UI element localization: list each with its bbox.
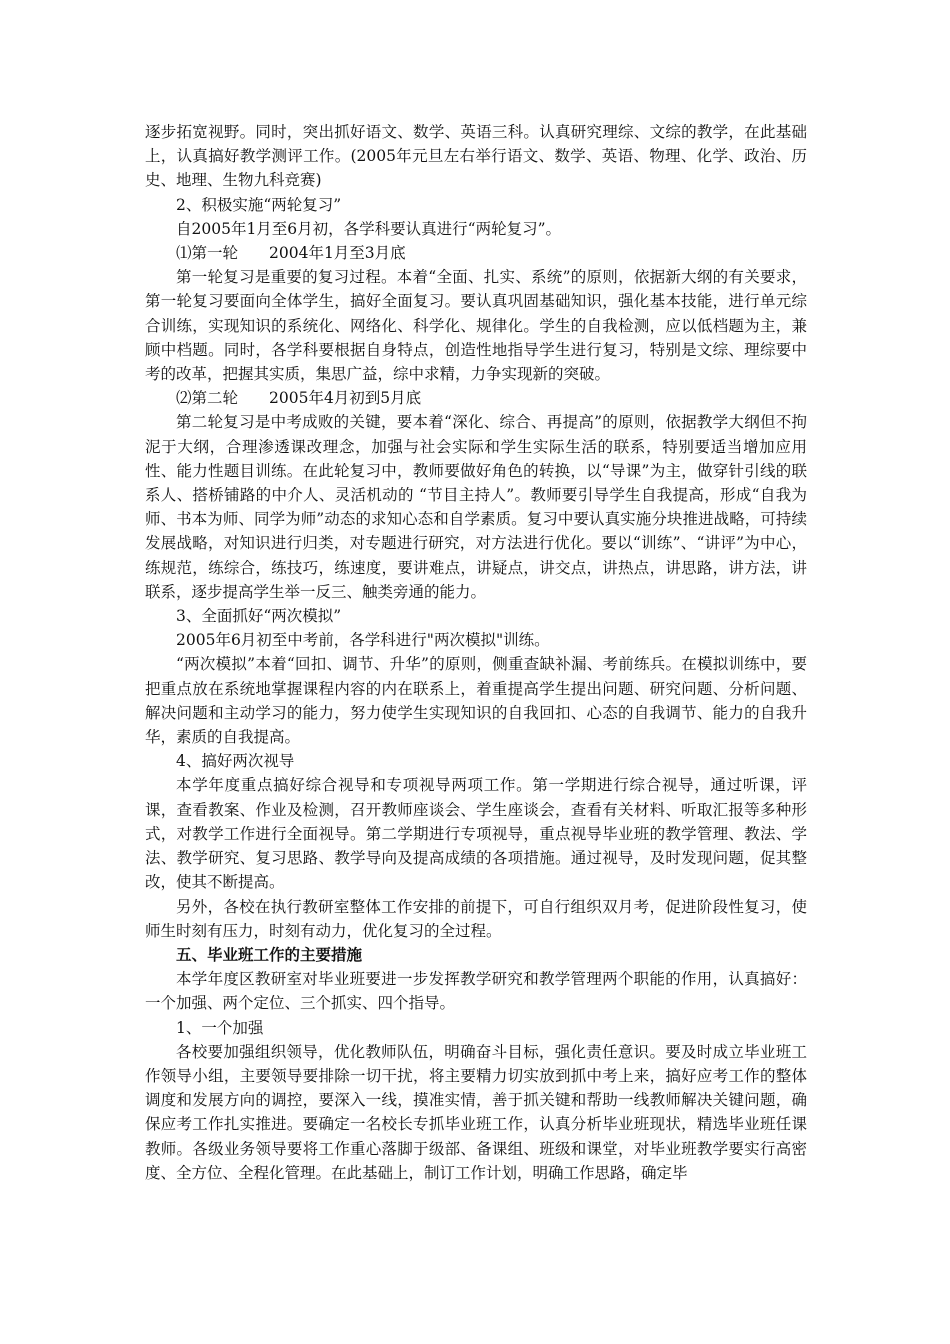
document-page [145, 120, 807, 1185]
paragraph: 逐步拓宽视野。同时，突出抓好语文、数学、英语三科。认真研究理综、文综的教学，在此基础上，认真搞好教学测评工作。(2005年元旦左右举行语文、数学、英语、物理、化学、政治、历史、地理、生物九科竞赛) [145, 123, 807, 190]
paragraph: 本学年度重点搞好综合视导和专项视导两项工作。第一学期进行综合视导，通过听课，评课，查看教案、作业及检测，召开教师座谈会、学生座谈会，查看有关材料、听取汇报等多种形式，对教学工作进行全面视导。第二学期进行专项视导，重点视导毕业班的教学管理、教法、学法、教学研究、复习思路、教学导向及提高成绩的各项措施。通过视导，及时发现问题，促其整改，使其不断提高。 [145, 776, 807, 892]
paragraph: 本学年度区教研室对毕业班要进一步发挥教学研究和教学管理两个职能的作用，认真搞好：一个加强、两个定位、三个抓实、四个指导。 [145, 970, 807, 1013]
paragraph: 第二轮复习是中考成败的关键，要本着“深化、综合、再提高”的原则，依据教学大纲但不拘泥于大纲，合理渗透课改理念，加强与社会实际和学生实际生活的联系，特别要适当增加应用性、能力性题目训练。在此轮复习中，教师要做好角色的转换，以“导课”为主，做穿针引线的联系人、搭桥铺路的中介人、灵活机动的 “节目主持人”。教师要引导学生自我提高，形成“自我为师、书本为师、同学为师”动态的求知心态和自学素质。复习中要认真实施分块推进战略，可持续发展战略，对知识进行归类，对专题进行研究，对方法进行优化。要以“训练”、“讲评”为中心，练规范，练综合，练技巧，练速度，要讲难点，讲疑点，讲交点，讲热点，讲思路，讲方法，讲联系，逐步提高学生举一反三、触类旁通的能力。 [145, 413, 807, 601]
paragraph: 各校要加强组织领导，优化教师队伍，明确奋斗目标，强化责任意识。要及时成立毕业班工作领导小组，主要领导要排除一切干扰，将主要精力切实放到抓中考上来，搞好应考工作的整体调度和发展方向的调控，要深入一线，摸准实情，善于抓关键和帮助一线教师解决关键问题，确保应考工作扎实推进。要确定一名校长专抓毕业班工作，认真分析毕业班现状，精选毕业班任课教师。各级业务领导要将工作重心落脚于级部、备课组、班级和课堂，对毕业班教学要实行高密度、全方位、全程化管理。在此基础上，制订工作计划，明确工作思路，确定毕 [145, 1042, 807, 1182]
subsection-heading: ⑴第一轮 2004年1月至3月底 [176, 244, 406, 263]
section-heading: 1、一个加强 [176, 1018, 264, 1037]
paragraph: 自2005年1月至6月初，各学科要认真进行“两轮复习”。 [176, 219, 562, 238]
section-heading: 4、搞好两次视导 [176, 752, 295, 771]
paragraph: 另外，各校在执行教研室整体工作安排的前提下，可自行组织双月考，促进阶段性复习，使师生时刻有压力，时刻有动力，优化复习的全过程。 [145, 897, 807, 940]
section-heading: 3、全面抓好“两次模拟” [176, 607, 342, 626]
chapter-heading: 五、毕业班工作的主要措施 [176, 944, 363, 964]
paragraph: “两次模拟”本着“回扣、调节、升华”的原则，侧重查缺补漏、考前练兵。在模拟训练中，要把重点放在系统地掌握课程内容的内在联系上，着重提高学生提出问题、研究问题、分析问题、解决问题和主动学习的能力，努力使学生实现知识的自我回扣、心态的自我调节、能力的自我升华，素质的自我提高。 [145, 655, 807, 747]
paragraph: 2005年6月初至中考前，各学科进行"两次模拟"训练。 [176, 631, 550, 650]
subsection-heading: ⑵第二轮 2005年4月初到5月底 [176, 389, 422, 408]
paragraph: 第一轮复习是重要的复习过程。本着“全面、扎实、系统”的原则，依据新大纲的有关要求，第一轮复习要面向全体学生，搞好全面复习。要认真巩固基础知识，强化基本技能，进行单元综合训练，实现知识的系统化、网络化、科学化、规律化。学生的自我检测，应以低档题为主，兼顾中档题。同时，各学科要根据自身特点，创造性地指导学生进行复习，特别是文综、理综要中考的改革，把握其实质，集思广益，综中求精，力争实现新的突破。 [145, 268, 807, 384]
section-heading: 2、积极实施“两轮复习” [176, 195, 342, 214]
